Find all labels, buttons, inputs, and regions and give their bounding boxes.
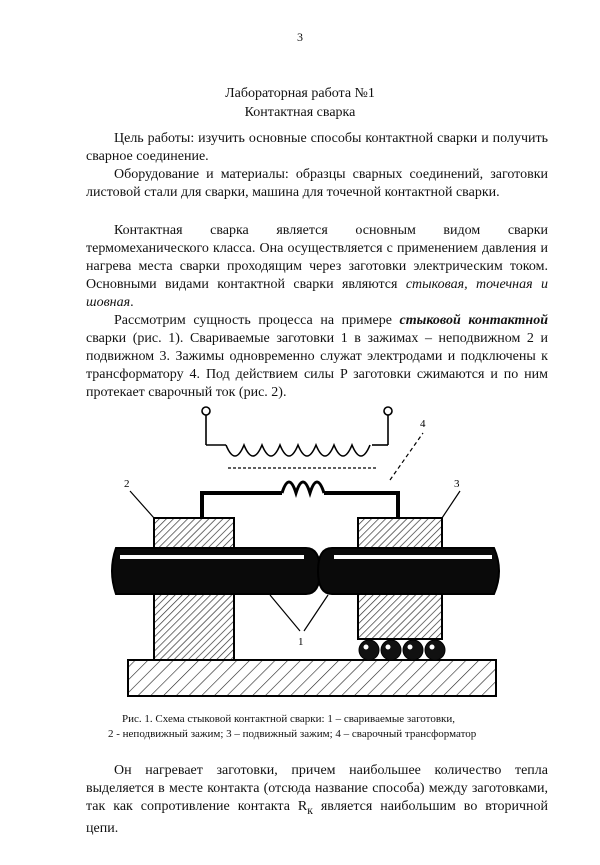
page-number: 3 [297,30,303,44]
label-1: 1 [298,636,304,648]
goal-section [86,130,548,202]
workpiece-right [318,548,499,594]
intro-end: . [130,295,134,310]
body-section [86,222,548,402]
title-line-2: Контактная сварка [244,105,356,120]
title-line-1: Лабораторная работа №1 [225,86,375,101]
equipment-paragraph: Оборудование и материалы: образцы сварных соединений, заготовки листовой стали для сварки, машина для точечной контактной сварки. [86,167,548,200]
butt-welding-diagram [110,405,510,705]
label-1-leaders [270,595,328,631]
label-3: 3 [454,478,460,490]
base-plate [128,660,496,696]
transformer-primary [202,407,392,456]
workpiece-left [112,548,320,594]
label-4: 4 [420,418,426,430]
closing-start: Он нагревает заготовки, причем наибольшее количество тепла выделяется в месте контакта (отсюда название способа) между заготовками, так как сопротивление контакта R [86,763,548,814]
label-2: 2 [124,478,130,490]
process-start: Рассмотрим сущность процесса на примере [114,313,400,328]
closing-end: является наибольшим во вторичной цепи. [86,799,548,836]
resistance-subscript: к [307,803,313,817]
process-rest: сварки (рис. 1). Свариваемые заготовки 1 в зажимах – неподвижном 2 и подвижном 3. Зажимы одновременно служат электродами и подключены к трансформатору 4. Под действием силы P заготовки сжимаются и по ним протекает сварочный ток (рис. 2). [86,331,548,400]
label-2-leader [130,491,154,518]
intro-paragraph [86,222,548,312]
transformer-secondary [202,482,398,518]
goal-paragraph: Цель работы: изучить основные способы контактной сварки и получить сварное соединение. [86,131,548,164]
closing-section [86,762,548,838]
closing-paragraph [86,762,548,838]
figure-caption [108,712,548,742]
label-3-leader [442,491,460,518]
caption-line-1: Рис. 1. Схема стыковой контактной сварки: 1 – свариваемые заготовки, [122,713,456,725]
roller-bearings [359,640,445,660]
intro-text: Контактная сварка является основным видом сварки термомеханического класса. Она осуществляется с применением давления и нагрева места сварки проходящим через заготовки электрическим током. Основными видами контактной сварки являются [86,223,548,292]
page-title [0,84,600,122]
process-highlight: стыковой контактной [399,313,548,328]
process-paragraph [86,312,548,402]
caption-line-2: 2 - неподвижный зажим; 3 – подвижный зажим; 4 – сварочный трансформатор [108,728,477,740]
intro-types: стыковая, точечная и шовная [86,277,548,310]
label-4-leader [390,433,423,480]
